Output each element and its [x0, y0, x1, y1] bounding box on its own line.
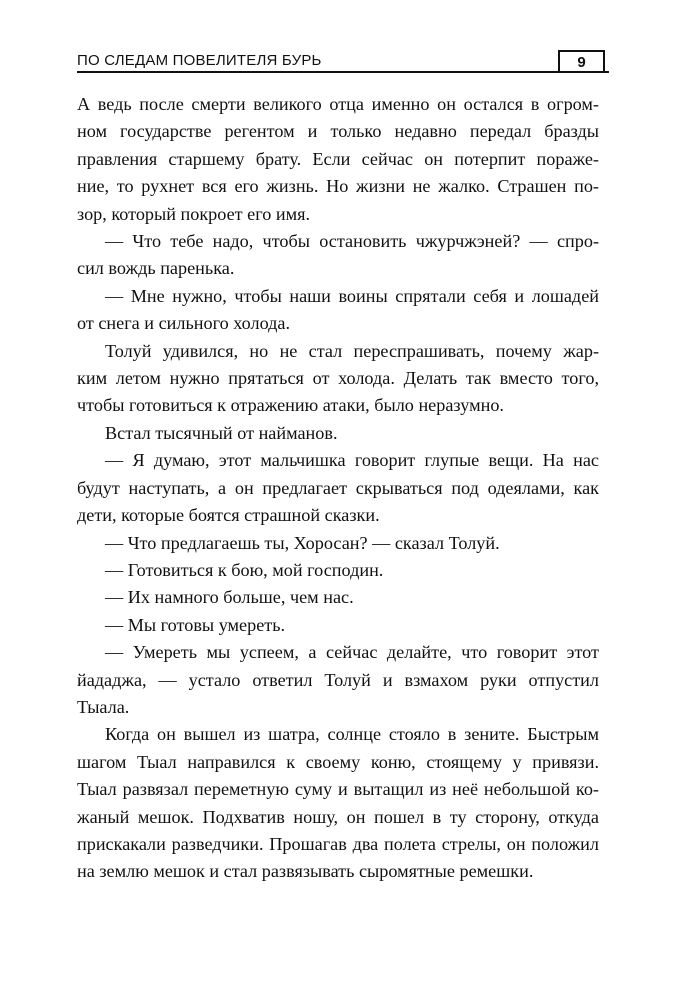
text-line: Тыал развязал переметную суму и вытащил из неё небольшой ко-	[77, 779, 599, 800]
text-line: — Умереть мы успеем, а сейчас делайте, что говорит этот	[105, 642, 599, 663]
header-rule	[77, 71, 609, 73]
text-line: зор, который покроет его имя.	[77, 203, 311, 224]
text-line: дети, которые боятся страшной сказки.	[77, 505, 380, 526]
paragraph	[77, 91, 599, 228]
running-title: ПО СЛЕДАМ ПОВЕЛИТЕЛЯ БУРЬ	[77, 52, 322, 69]
text-line: — Готовиться к бою, мой господин.	[105, 559, 384, 580]
paragraph	[77, 420, 599, 447]
text-line: — Что предлагаешь ты, Хоросан? — сказал Толуй.	[105, 532, 500, 553]
text-line: от снега и сильного холода.	[77, 313, 291, 334]
text-line: ние, то рухнет вся его жизнь. Но жизни не жалко. Страшен по-	[77, 176, 599, 197]
text-line: прискакали разведчики. Прошагав два полета стрелы, он положил	[77, 833, 599, 854]
text-line: ким летом нужно прятаться от холода. Делать так вместо того,	[77, 368, 599, 389]
text-line: будут наступать, а он предлагает скрываться под одеялами, как	[77, 477, 599, 498]
text-line: жаный мешок. Подхватив ношу, он пошел в ту сторону, откуда	[77, 806, 599, 827]
paragraph	[77, 557, 599, 584]
paragraph	[77, 228, 599, 283]
text-line: правления старшему брату. Если сейчас он потерпит пораже-	[77, 148, 599, 169]
text-line: шагом Тыал направился к своему коню, стоящему у привязи.	[77, 751, 599, 772]
text-line: — Что тебе надо, чтобы остановить чжурчжэней? — спро-	[105, 231, 599, 252]
paragraph	[77, 639, 599, 721]
text-line: Тыала.	[77, 696, 130, 717]
text-line: ном государстве регентом и только недавно передал бразды	[77, 121, 599, 142]
paragraph	[77, 530, 599, 557]
paragraph	[77, 584, 599, 611]
text-line: чтобы готовиться к отражению атаки, было неразумно.	[77, 395, 504, 416]
text-line: А ведь после смерти великого отца именно он остался в огром-	[77, 94, 599, 114]
running-head	[77, 50, 609, 74]
text-line: — Их намного больше, чем нас.	[105, 587, 354, 608]
body-text	[77, 91, 599, 886]
paragraph	[77, 721, 599, 885]
paragraph	[77, 612, 599, 639]
text-line: Встал тысячный от найманов.	[105, 422, 338, 443]
paragraph	[77, 338, 599, 420]
paragraph	[77, 447, 599, 529]
text-line: — Я думаю, этот мальчишка говорит глупые вещи. На нас	[105, 450, 599, 471]
text-line: Когда он вышел из шатра, солнце стояло в зените. Быстрым	[105, 724, 599, 745]
text-line: на землю мешок и стал развязывать сыромятные ремешки.	[77, 861, 534, 882]
text-line: — Мы готовы умереть.	[105, 614, 286, 635]
text-line: — Мне нужно, чтобы наши воины спрятали себя и лошадей	[105, 285, 599, 306]
text-line: йададжа, — устало ответил Толуй и взмахом руки отпустил	[77, 669, 599, 690]
page-number: 9	[558, 50, 605, 71]
paragraph	[77, 283, 599, 338]
text-line: Толуй удивился, но не стал переспрашивать, почему жар-	[105, 340, 599, 361]
text-line: сил вождь паренька.	[77, 258, 235, 279]
